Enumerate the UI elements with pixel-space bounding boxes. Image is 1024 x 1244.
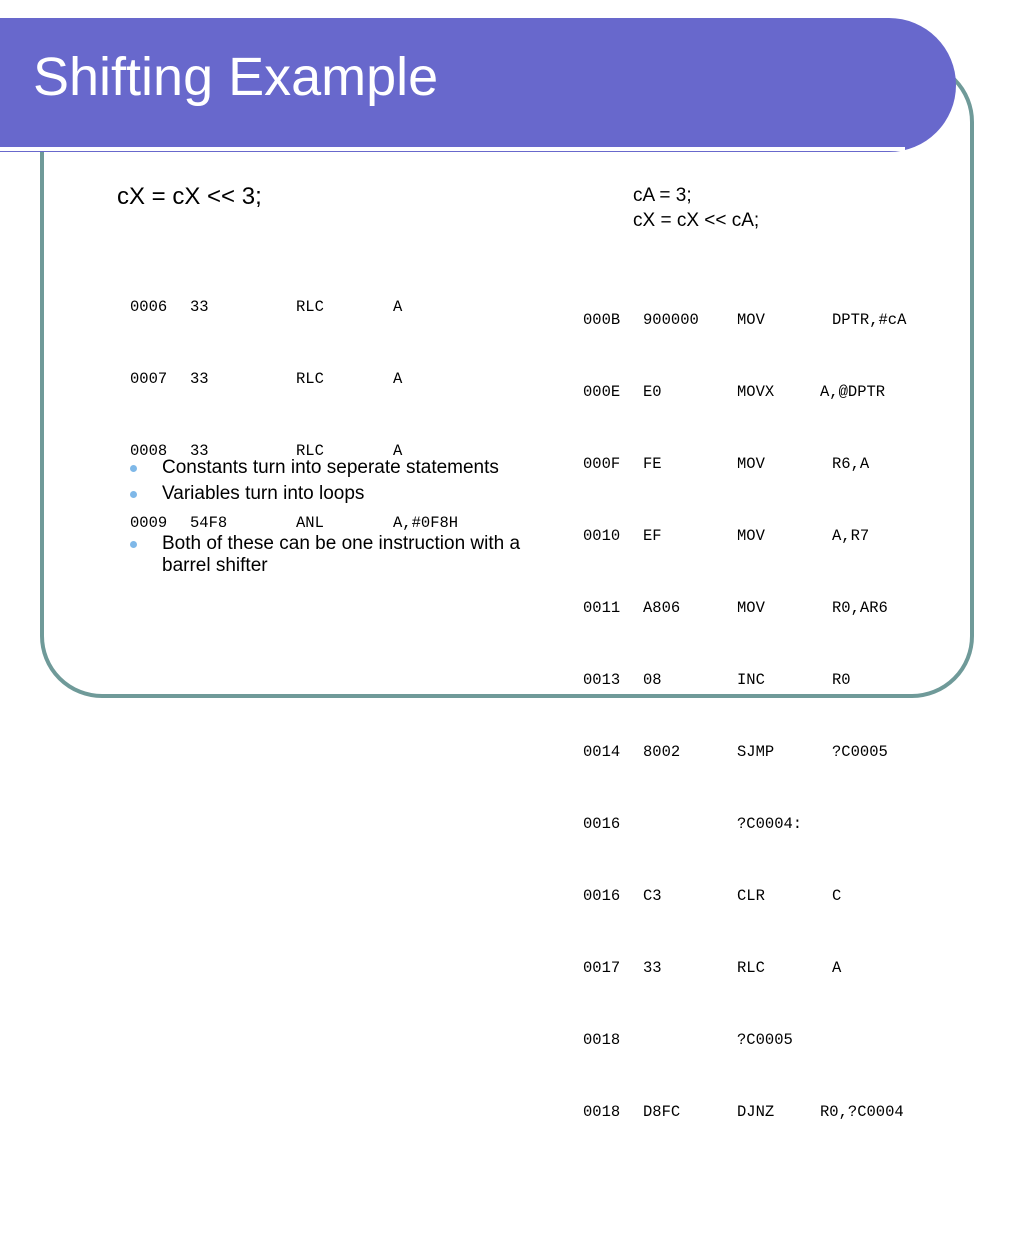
- code-address: 000E: [583, 383, 621, 401]
- code-label: ?C0005: [737, 1031, 793, 1049]
- bullet-text: Constants turn into seperate statements: [162, 457, 499, 478]
- bullet-dot-icon: [130, 465, 137, 472]
- code-operand: R0,AR6: [832, 599, 888, 617]
- code-operand: R6,A: [832, 455, 870, 473]
- code-line: [583, 1100, 904, 1124]
- code-line: [583, 380, 886, 404]
- left-code-heading: cX = cX << 3;: [117, 183, 262, 210]
- code-address: 000B: [583, 311, 621, 329]
- code-bytes: 33: [643, 959, 662, 977]
- code-address: 0011: [583, 599, 621, 617]
- code-opcode: ANL: [296, 514, 324, 532]
- code-opcode: RLC: [296, 442, 324, 460]
- code-line: [583, 740, 888, 764]
- code-operand: A,#0F8H: [393, 514, 459, 532]
- code-address: 0007: [130, 370, 168, 388]
- code-operand: DPTR,#cA: [832, 311, 907, 329]
- code-address: 0008: [130, 442, 168, 460]
- code-bytes: 33: [190, 298, 209, 316]
- code-address: 0006: [130, 298, 168, 316]
- code-operand: R0: [832, 671, 851, 689]
- code-operand: A: [393, 442, 403, 460]
- code-address: 0013: [583, 671, 621, 689]
- code-address: 0010: [583, 527, 621, 545]
- code-opcode: RLC: [737, 959, 765, 977]
- bullet-text: Both of these can be one instruction with a barrel shifter: [162, 533, 521, 576]
- code-line: [583, 308, 907, 332]
- code-bytes: C3: [643, 887, 662, 905]
- code-line: [583, 452, 870, 476]
- code-opcode: CLR: [737, 887, 765, 905]
- code-line: [583, 668, 851, 692]
- code-opcode: MOV: [737, 599, 765, 617]
- code-bytes: 08: [643, 671, 662, 689]
- bullet-item: [130, 457, 530, 479]
- code-bytes: 8002: [643, 743, 681, 761]
- code-bytes: FE: [643, 455, 662, 473]
- code-operand: ?C0005: [832, 743, 888, 761]
- right-heading-line: cX = cX << cA;: [633, 210, 760, 231]
- bullet-item: [130, 533, 530, 577]
- code-operand: A,R7: [832, 527, 870, 545]
- code-label: ?C0004:: [737, 815, 803, 833]
- code-opcode: SJMP: [737, 743, 775, 761]
- code-bytes: A806: [643, 599, 681, 617]
- right-assembly-listing: [583, 260, 907, 1172]
- code-opcode: MOVX: [737, 383, 775, 401]
- title-underline: [0, 147, 905, 151]
- code-address: 0014: [583, 743, 621, 761]
- code-operand: C: [832, 887, 842, 905]
- code-line: [583, 596, 888, 620]
- code-opcode: MOV: [737, 527, 765, 545]
- code-operand: R0,?C0004: [820, 1103, 904, 1121]
- code-address: 0016: [583, 887, 621, 905]
- code-opcode: MOV: [737, 311, 765, 329]
- code-operand: A,@DPTR: [820, 383, 886, 401]
- slide-title: Shifting Example: [33, 47, 439, 107]
- code-line: [130, 367, 403, 391]
- bullet-list: [130, 457, 530, 581]
- code-address: 0009: [130, 514, 168, 532]
- code-line: [583, 1028, 793, 1052]
- bullet-dot-icon: [130, 541, 137, 548]
- code-bytes: 54F8: [190, 514, 228, 532]
- code-address: 0018: [583, 1031, 621, 1049]
- code-opcode: RLC: [296, 370, 324, 388]
- code-opcode: RLC: [296, 298, 324, 316]
- code-line: [583, 812, 803, 836]
- code-bytes: 33: [190, 442, 209, 460]
- code-address: 0017: [583, 959, 621, 977]
- code-bytes: 33: [190, 370, 209, 388]
- code-operand: A: [393, 298, 403, 316]
- code-operand: A: [393, 370, 403, 388]
- right-heading-line: cA = 3;: [633, 185, 692, 206]
- bullet-dot-icon: [130, 491, 137, 498]
- code-address: 000F: [583, 455, 621, 473]
- code-bytes: E0: [643, 383, 662, 401]
- code-address: 0018: [583, 1103, 621, 1121]
- bullet-text: Variables turn into loops: [162, 483, 365, 504]
- bullet-item: [130, 483, 530, 505]
- code-opcode: MOV: [737, 455, 765, 473]
- code-bytes: 900000: [643, 311, 699, 329]
- right-code-heading: [633, 183, 759, 233]
- code-line: [583, 956, 842, 980]
- code-line: [130, 295, 403, 319]
- code-address: 0016: [583, 815, 621, 833]
- code-opcode: DJNZ: [737, 1103, 775, 1121]
- code-line: [583, 884, 842, 908]
- code-bytes: D8FC: [643, 1103, 681, 1121]
- code-bytes: EF: [643, 527, 662, 545]
- code-operand: A: [832, 959, 842, 977]
- code-line: [583, 524, 870, 548]
- code-opcode: INC: [737, 671, 765, 689]
